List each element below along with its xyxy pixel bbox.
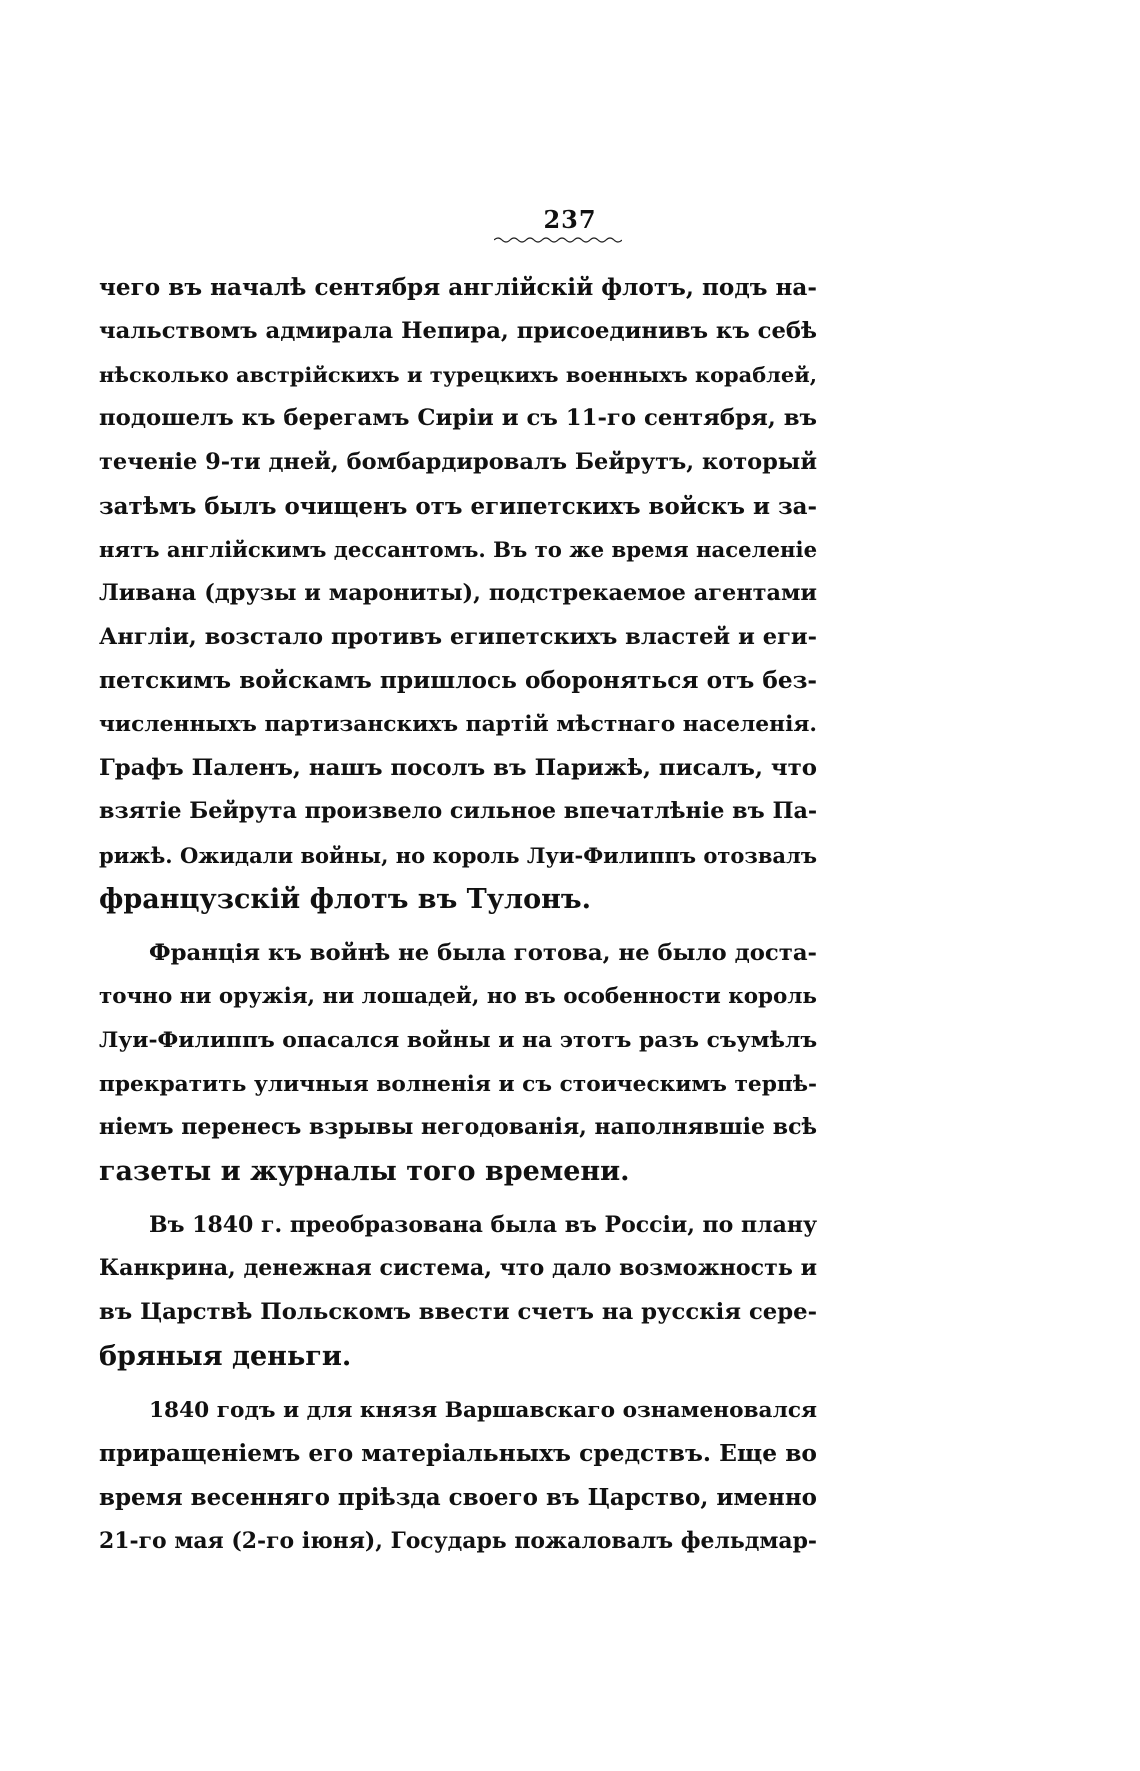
text-line: рижѣ. Ожидали войны, но король Луи-Филиппъ отозвалъ xyxy=(99,843,817,869)
text-line: петскимъ войскамъ пришлось обороняться отъ без- xyxy=(99,667,817,695)
text-line: Въ 1840 г. преобразована была въ Россіи, по плану xyxy=(149,1211,817,1238)
text-line: Англіи, возстало противъ египетскихъ властей и еги- xyxy=(99,623,817,650)
paragraph-3 xyxy=(99,1204,817,1379)
text-line: французскій флотъ въ Тулонъ. xyxy=(99,883,591,915)
text-line: нѣсколько австрійскихъ и турецкихъ военныхъ кораблей, xyxy=(99,362,817,388)
text-line: Ливана (друзы и марониты), подстрекаемое агентами xyxy=(99,579,817,606)
paragraph-2 xyxy=(99,932,817,1194)
text-line: затѣмъ былъ очищенъ отъ египетскихъ войскъ и за- xyxy=(99,492,817,520)
text-line: Франція къ войнѣ не была готова, не было доста- xyxy=(149,939,817,966)
text-line: 1840 годъ и для князя Варшавскаго ознаменовался xyxy=(149,1397,817,1423)
page-number: 237 xyxy=(543,205,597,234)
text-line: чего въ началѣ сентября англійскій флотъ, подъ на- xyxy=(99,274,817,301)
text-line: прекратить уличныя волненія и съ стоическимъ терпѣ- xyxy=(99,1071,817,1097)
text-line: въ Царствѣ Польскомъ ввести счетъ на русскія сере- xyxy=(99,1299,817,1326)
text-line: чальствомъ адмирала Непира, присоединивъ къ себѣ xyxy=(99,317,817,344)
text-line: теченіе 9-ти дней, бомбардировалъ Бейрутъ, который xyxy=(99,448,817,475)
text-line: взятіе Бейрута произвело сильное впечатлѣніе въ Па- xyxy=(99,798,817,825)
paragraph-4 xyxy=(99,1389,817,1564)
text-line: время весенняго пріѣзда своего въ Царство, именно xyxy=(99,1483,817,1511)
text-line: ніемъ перенесъ взрывы негодованія, наполнявшіе всѣ xyxy=(99,1114,817,1141)
paragraph-1 xyxy=(99,266,817,922)
body-text xyxy=(99,266,817,1573)
text-line: бряныя деньги. xyxy=(99,1340,352,1372)
text-line: Графъ Паленъ, нашъ посолъ въ Парижѣ, писалъ, что xyxy=(99,754,817,781)
text-line: Канкрина, денежная система, что дало возможность и xyxy=(99,1255,817,1282)
text-line: газеты и журналы того времени. xyxy=(99,1156,630,1188)
text-line: Луи-Филиппъ опасался войны и на этотъ разъ съумѣлъ xyxy=(99,1027,817,1053)
text-line: 21-го мая (2-го іюня), Государь пожаловалъ фельдмар- xyxy=(99,1527,817,1554)
wavy-rule-ornament xyxy=(494,236,622,244)
text-line: подошелъ къ берегамъ Сиріи и съ 11-го сентября, въ xyxy=(99,405,817,432)
text-line: приращеніемъ его матеріальныхъ средствъ. Еще во xyxy=(99,1439,817,1468)
text-line: нятъ англійскимъ дессантомъ. Въ то же время населеніе xyxy=(99,537,817,563)
text-line: точно ни оружія, ни лошадей, но въ особенности король xyxy=(99,984,817,1010)
text-line: численныхъ партизанскихъ партій мѣстнаго населенія. xyxy=(99,712,817,738)
